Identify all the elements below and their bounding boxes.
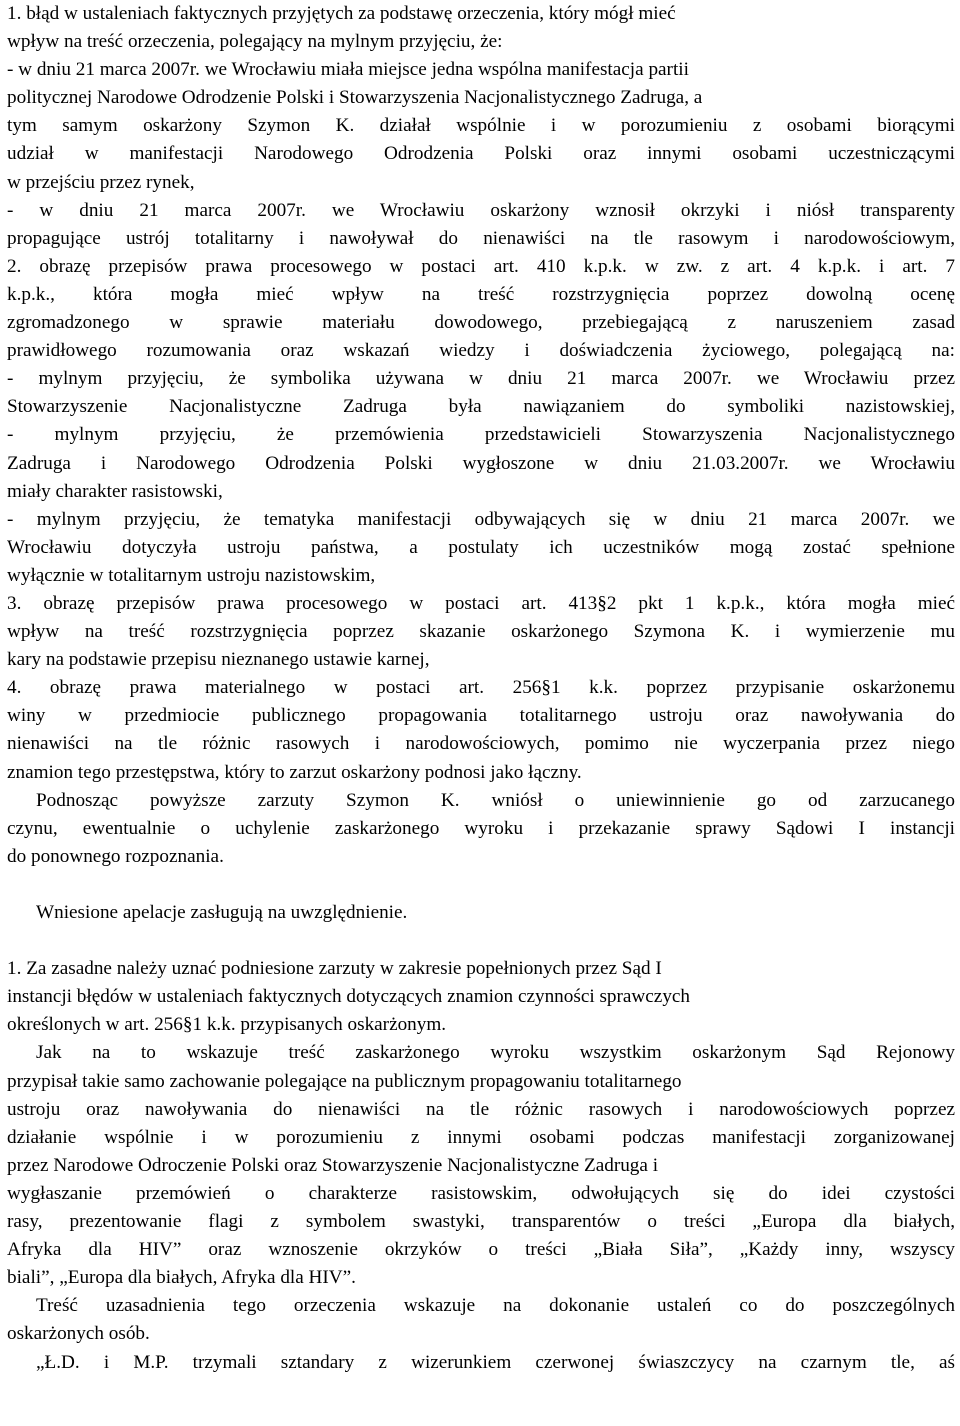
text-line: miały charakter rasistowski, <box>7 480 223 502</box>
paragraph-p3 <box>7 899 955 927</box>
paragraph-p2 <box>7 787 955 871</box>
paragraph-spacer <box>7 927 955 955</box>
text-line: - w dniu 21 marca 2007r. we Wrocławiu miała miejsce jedna wspólna manifestacja partii <box>7 59 689 81</box>
text-line: Afryka dla HIV” oraz wznoszenie okrzyków o treści „Biała Siła”, „Każdy inny, wszyscy <box>7 1239 955 1261</box>
text-line: wyłącznie w totalitarnym ustroju nazistowskim, <box>7 564 376 586</box>
text-line: określonych w art. 256§1 k.k. przypisanych oskarżonym. <box>7 1014 447 1036</box>
text-line: - w dniu 21 marca 2007r. we Wrocławiu oskarżony wznosił okrzyki i niósł transparenty <box>7 199 955 221</box>
text-line: znamion tego przestępstwa, który to zarzut oskarżony podnosi jako łączny. <box>7 761 582 783</box>
text-line: - mylnym przyjęciu, że tematyka manifestacji odbywających się w dniu 21 marca 2007r. we <box>7 508 955 530</box>
text-line: 1. Za zasadne należy uznać podniesione zarzuty w zakresie popełnionych przez Sąd I <box>7 958 662 980</box>
text-line: Jak na to wskazuje treść zaskarżonego wyroku wszystkim oskarżonym Sąd Rejonowy <box>36 1042 955 1064</box>
text-line: winy w przedmiocie publicznego propagowania totalitarnego ustroju oraz nawoływania do <box>7 705 955 727</box>
text-line: propagujące ustrój totalitarny i nawoływał do nienawiści na tle rasowym i narodowościowym, <box>7 227 955 249</box>
text-line: - mylnym przyjęciu, że przemówienia przedstawicieli Stowarzyszenia Nacjonalistycznego <box>7 424 955 446</box>
text-line: Podnosząc powyższe zarzuty Szymon K. wniósł o uniewinnienie go od zarzucanego <box>36 789 955 811</box>
text-line: oskarżonych osób. <box>7 1323 150 1345</box>
text-line: nienawiści na tle różnic rasowych i narodowościowych, pomimo nie wyczerpania przez niego <box>7 733 955 755</box>
text-line: Wrocławiu dotyczyła ustroju państwa, a postulaty ich uczestników mogą zostać spełnione <box>7 536 955 558</box>
text-line: - mylnym przyjęciu, że symbolika używana w dniu 21 marca 2007r. we Wrocławiu przez <box>7 368 955 390</box>
text-line: 3. obrazę przepisów prawa procesowego w postaci art. 413§2 pkt 1 k.p.k., która mogła mieć <box>7 592 955 614</box>
paragraph-p5 <box>7 1039 955 1292</box>
paragraph-p4 <box>7 955 955 1039</box>
paragraph-p7 <box>7 1349 955 1377</box>
text-line: przez Narodowe Odroczenie Polski oraz Stowarzyszenie Nacjonalistyczne Zadruga i <box>7 1154 659 1176</box>
text-line: „Ł.D. i M.P. trzymali sztandary z wizerunkiem czerwonej świaszczycy na czarnym tle, aś <box>36 1351 955 1373</box>
text-line: kary na podstawie przepisu nieznanego ustawie karnej, <box>7 649 430 671</box>
text-line: Treść uzasadnienia tego orzeczenia wskazuje na dokonanie ustaleń co do poszczególnych <box>36 1295 955 1317</box>
text-line: wpływ na treść orzeczenia, polegający na mylnym przyjęciu, że: <box>7 31 503 53</box>
text-line: Zadruga i Narodowego Odrodzenia Polski wygłoszone w dniu 21.03.2007r. we Wrocławiu <box>7 452 955 474</box>
text-line: Stowarzyszenie Nacjonalistyczne Zadruga była nawiązaniem do symboliki nazistowskiej, <box>7 396 955 418</box>
text-line: prawidłowego rozumowania oraz wskazań wiedzy i doświadczenia życiowego, polegającą na: <box>7 340 955 362</box>
text-line: 4. obrazę prawa materialnego w postaci art. 256§1 k.k. poprzez przypisanie oskarżonemu <box>7 677 955 699</box>
text-line: zgromadzonego w sprawie materiału dowodowego, przebiegającą z naruszeniem zasad <box>7 312 955 334</box>
text-line: Wniesione apelacje zasługują na uwzględnienie. <box>36 902 408 923</box>
text-line: instancji błędów w ustaleniach faktycznych dotyczących znamion czynności sprawczych <box>7 986 691 1008</box>
paragraph-p6 <box>7 1292 955 1348</box>
text-line: przypisał takie samo zachowanie polegające na publicznym propagowaniu totalitarnego <box>7 1070 682 1092</box>
paragraph-p1 <box>7 0 955 787</box>
text-line: ustroju oraz nawoływania do nienawiści na tle różnic rasowych i narodowościowych poprzez <box>7 1098 955 1120</box>
document-page <box>7 0 955 1377</box>
text-line: udział w manifestacji Narodowego Odrodzenia Polski oraz innymi osobami uczestniczącymi <box>7 143 955 165</box>
text-line: wygłaszanie przemówień o charakterze rasistowskim, odwołujących się do idei czystości <box>7 1182 955 1204</box>
text-line: czynu, ewentualnie o uchylenie zaskarżonego wyroku i przekazanie sprawy Sądowi I instancji <box>7 817 955 839</box>
text-line: politycznej Narodowe Odrodzenie Polski i Stowarzyszenia Nacjonalistycznego Zadruga, a <box>7 87 703 109</box>
text-line: działanie wspólnie i w porozumieniu z innymi osobami podczas manifestacji zorganizowanej <box>7 1126 955 1148</box>
text-line: k.p.k., która mogła mieć wpływ na treść rozstrzygnięcia poprzez dowolną ocenę <box>7 283 955 305</box>
text-line: biali”, „Europa dla białych, Afryka dla HIV”. <box>7 1267 356 1289</box>
text-line: wpływ na treść rozstrzygnięcia poprzez skazanie oskarżonego Szymona K. i wymierzenie mu <box>7 621 955 643</box>
text-line: 1. błąd w ustaleniach faktycznych przyjętych za podstawę orzeczenia, który mógł mieć <box>7 3 676 24</box>
text-line: rasy, prezentowanie flagi z symbolem swastyki, transparentów o treści „Europa dla białych, <box>7 1211 955 1233</box>
text-line: tym samym oskarżony Szymon K. działał wspólnie i w porozumieniu z osobami biorącymi <box>7 115 955 137</box>
text-line: w przejściu przez rynek, <box>7 171 195 193</box>
paragraph-spacer <box>7 871 955 899</box>
text-line: 2. obrazę przepisów prawa procesowego w postaci art. 410 k.p.k. w zw. z art. 4 k.p.k. i art. 7 <box>7 255 955 277</box>
text-line: do ponownego rozpoznania. <box>7 845 224 867</box>
